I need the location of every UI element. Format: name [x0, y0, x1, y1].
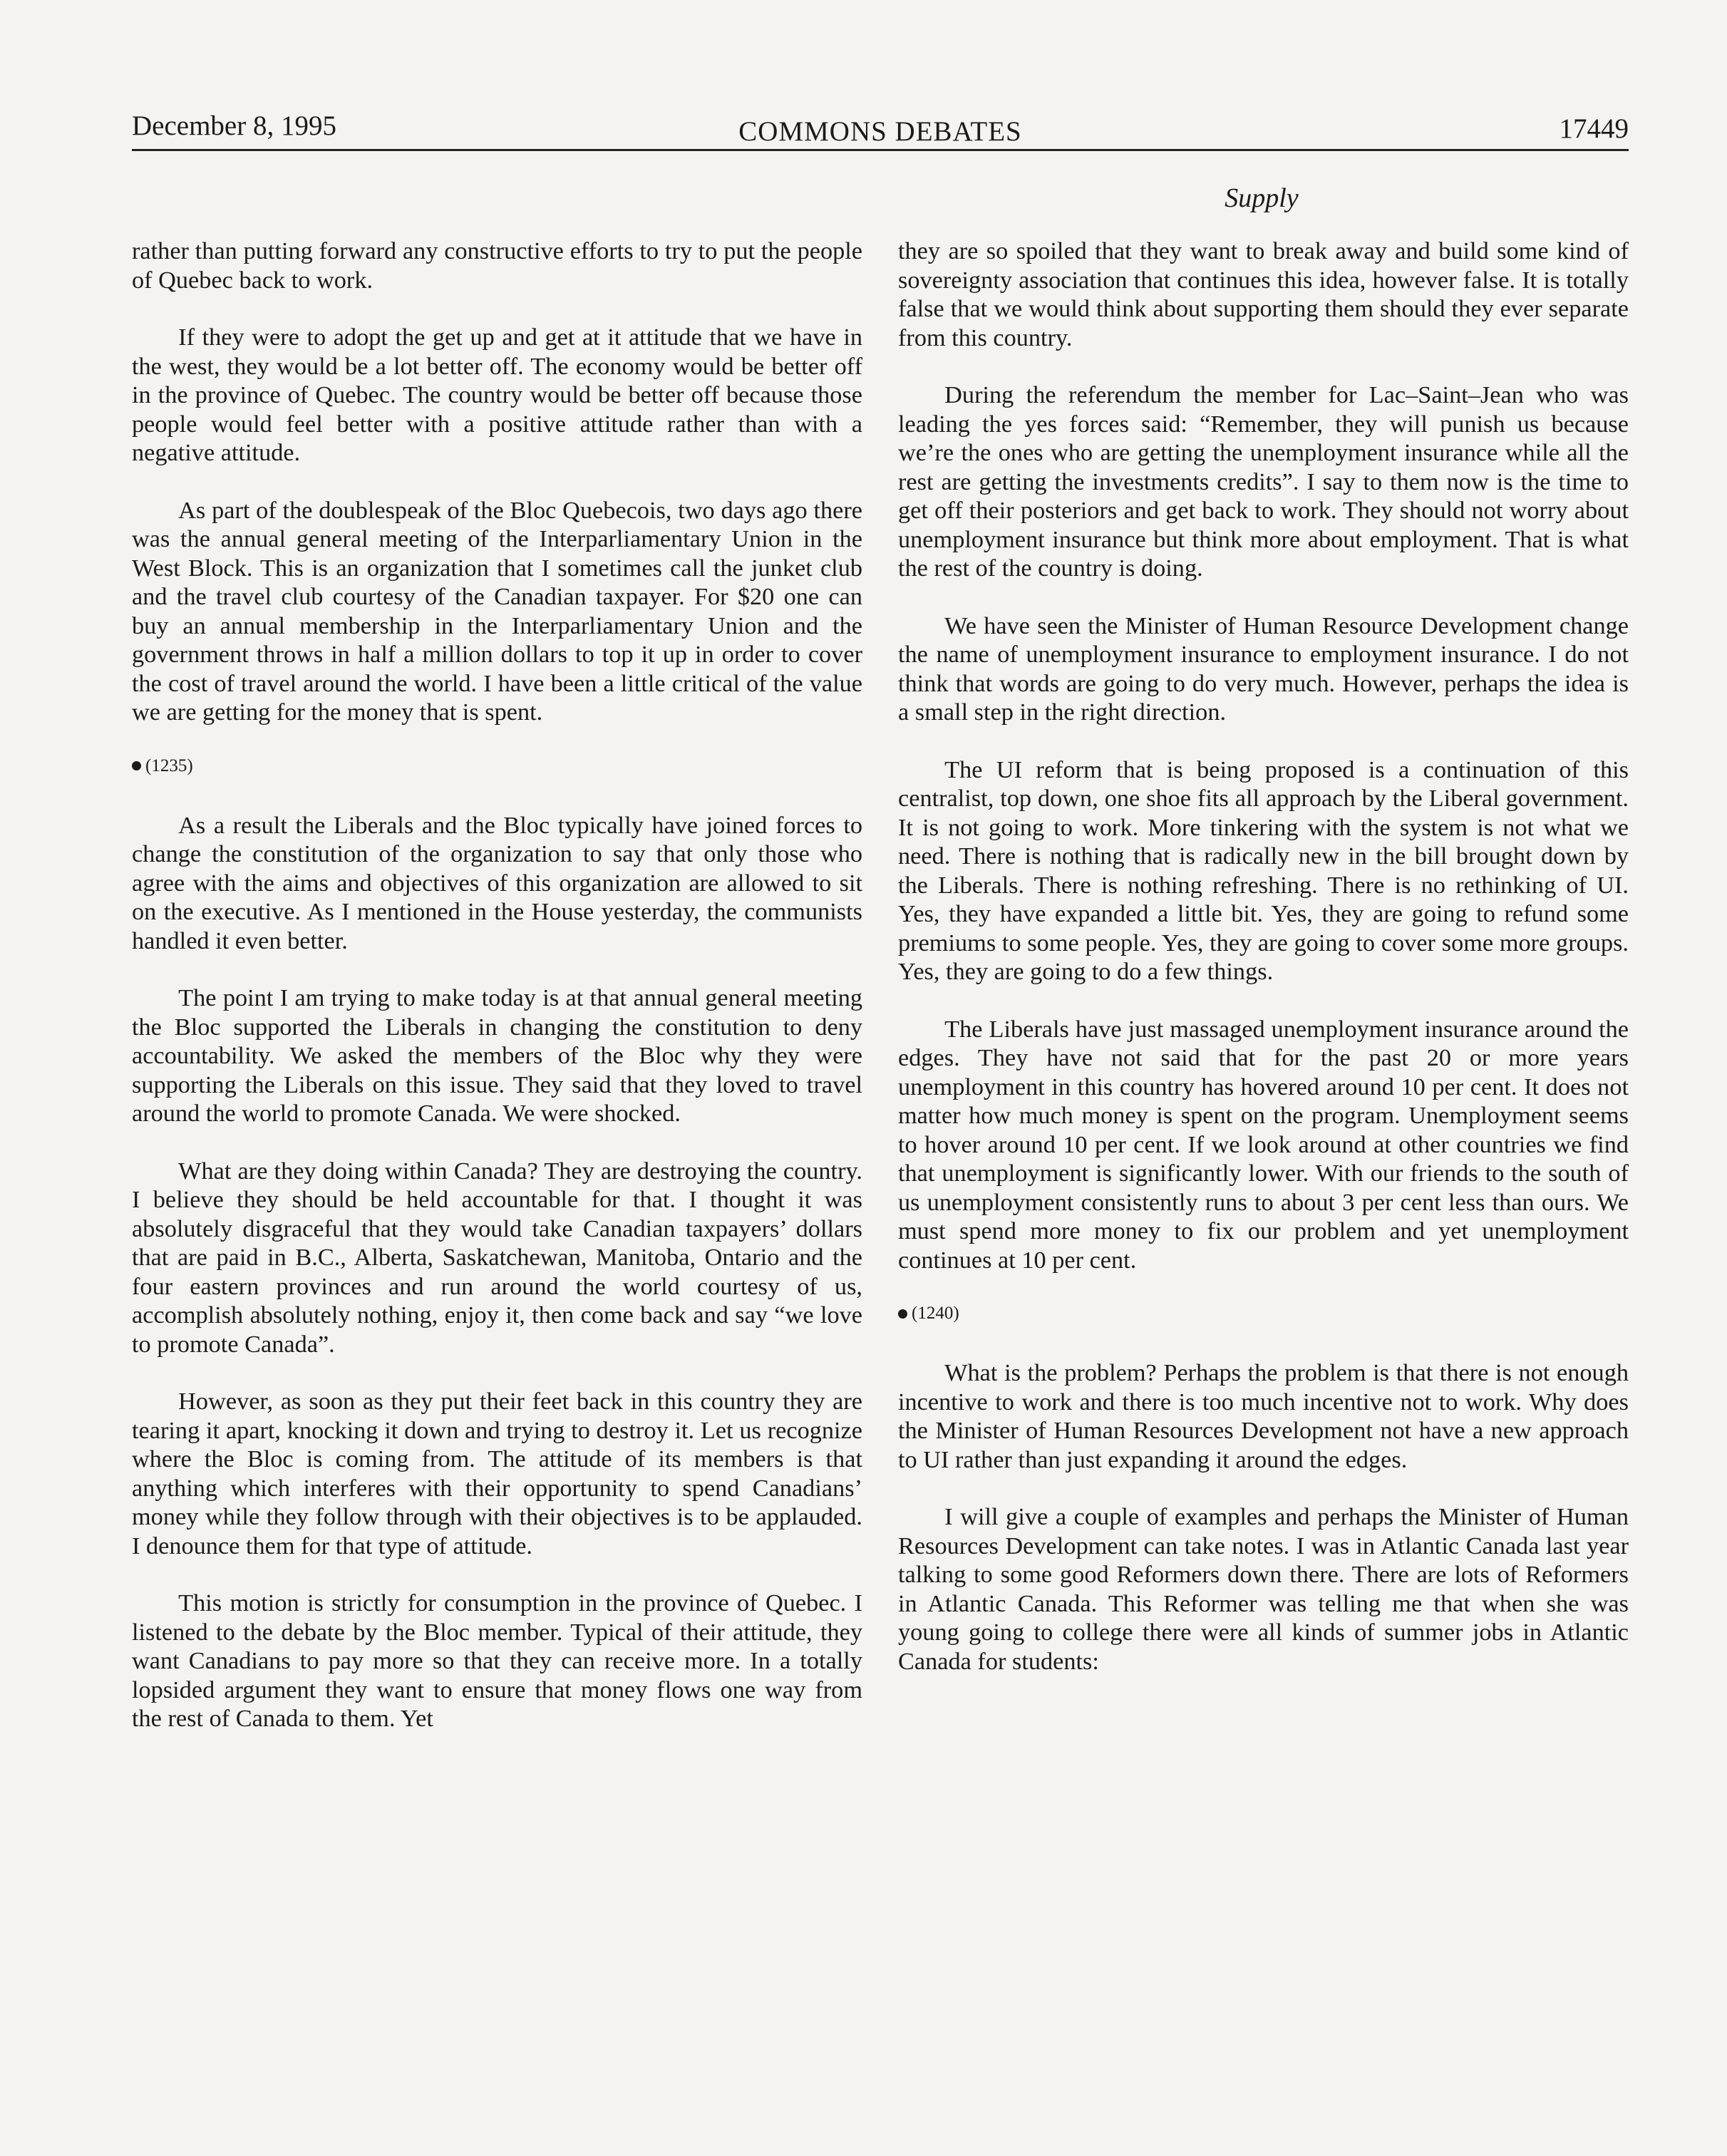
page-number: 17449 — [1559, 113, 1629, 144]
left-column — [132, 237, 862, 1762]
paragraph: As part of the doublespeak of the Bloc Quebecois, two days ago there was the annual general meeting of the Interparliamentary Union in the West Block. This is an organization that I sometimes call the junket club and the travel club courtesy of the Canadian taxpayer. For $20 one can buy an annual membership in the Interparliamentary Union and the government throws in half a million dollars to top it up in order to cover the cost of travel around the world. I have been a little critical of the value we are getting for the money that is spent. — [132, 496, 862, 726]
paragraph: During the referendum the member for Lac–Saint–Jean who was leading the yes forces said: “Remember, they will punish us because we’re the ones who are getting the unemployment insurance while all the rest are getting the investments credits”. I say to them now is the time to get off their posteriors and get back to work. They should not worry about unemployment insurance but think more about employment. That is what the rest of the country is doing. — [898, 381, 1629, 582]
right-column — [898, 237, 1629, 1704]
time-marker-label: (1240) — [912, 1304, 959, 1323]
paragraph: they are so spoiled that they want to break away and build some kind of sovereignty association that continues this idea, however false. It is totally false that we would think about supporting them should they ever separate from this country. — [898, 237, 1629, 351]
paragraph: The Liberals have just massaged unemployment insurance around the edges. They have not said that for the past 20 or more years unemployment in this country has hovered around 10 per cent. It does not matter how much money is spent on the program. Unemployment seems to hover around 10 per cent. If we look around at other countries we find that unemployment is significantly lower. With our friends to the south of us unemployment consistently runs to about 3 per cent less than ours. We must spend more money to fix our problem and yet unemployment continues at 10 per cent. — [898, 1015, 1629, 1274]
time-marker-label: (1235) — [145, 755, 193, 775]
paragraph: This motion is strictly for consumption in the province of Quebec. I listened to the debate by the Bloc member. Typical of their attitude, they want Canadians to pay more so that they can receive more. In a totally lopsided argument they want to ensure that money flows one way from the rest of Canada to them. Yet — [132, 1589, 862, 1732]
bullet-icon — [132, 761, 141, 770]
paragraph: What are they doing within Canada? They are destroying the country. I believe they should be held accountable for that. I thought it was absolutely disgraceful that they would take Canadian taxpayers’ dollars that are paid in B.C., Alberta, Saskatchewan, Manitoba, Ontario and the four eastern provinces and run around the world courtesy of us, accomplish absolutely nothing, enjoy it, then come back and say “we love to promote Canada”. — [132, 1157, 862, 1358]
paragraph: As a result the Liberals and the Bloc typically have joined forces to change the constitution of the organization to say that only those who agree with the aims and objectives of this organization are allowed to sit on the executive. As I mentioned in the House yesterday, the communists handled it even better. — [132, 811, 862, 954]
page-header — [132, 105, 1629, 151]
paragraph: We have seen the Minister of Human Resource Development change the name of unemployment insurance to employment insurance. I do not think that words are going to do very much. However, perhaps the idea is a small step in the right direction. — [898, 612, 1629, 726]
paragraph: The UI reform that is being proposed is a continuation of this centralist, top down, one shoe fits all approach by the Liberal government. It is not going to work. More tinkering with the system is not what we need. There is nothing that is radically new in the bill brought down by the Liberals. There is nothing refreshing. There is no rethinking of UI. Yes, they have expanded a little bit. Yes, they are going to refund some premiums to some people. Yes, they are going to cover some more groups. Yes, they are going to do a few things. — [898, 755, 1629, 985]
header-date: December 8, 1995 — [132, 110, 336, 141]
section-title: Supply — [1225, 183, 1299, 213]
time-marker — [132, 755, 862, 777]
paragraph: What is the problem? Perhaps the problem is that there is not enough incentive to work and there is too much incentive not to work. Why does the Minister of Human Resources Development not have a new approach to UI rather than just expanding it around the edges. — [898, 1359, 1629, 1473]
publication-title: COMMONS DEBATES — [738, 116, 1022, 147]
bullet-icon — [898, 1309, 907, 1319]
header-rule — [132, 149, 1629, 151]
paragraph: If they were to adopt the get up and get at it attitude that we have in the west, they would be a lot better off. The economy would be better off in the province of Quebec. The country would be better off because those people would feel better with a positive attitude rather than with a negative attitude. — [132, 324, 862, 466]
paragraph: The point I am trying to make today is at that annual general meeting the Bloc supported the Liberals in changing the constitution to deny accountability. We asked the members of the Bloc why they were supporting the Liberals on this issue. They said that they loved to travel around the world to promote Canada. We were shocked. — [132, 984, 862, 1127]
time-marker — [898, 1303, 1629, 1324]
paragraph: However, as soon as they put their feet back in this country they are tearing it apart, knocking it down and trying to destroy it. Let us recognize where the Bloc is coming from. The attitude of its members is that anything which interferes with their opportunity to spend Canadians’ money while they follow through with their objectives is to be applauded. I denounce them for that type of attitude. — [132, 1388, 862, 1559]
paragraph: rather than putting forward any constructive efforts to try to put the people of Quebec back to work. — [132, 237, 862, 294]
paragraph: I will give a couple of examples and perhaps the Minister of Human Resources Development can take notes. I was in Atlantic Canada last year talking to some good Reformers down there. There are lots of Reformers in Atlantic Canada. This Reformer was telling me that when she was young going to college there were all kinds of summer jobs in Atlantic Canada for students: — [898, 1503, 1629, 1675]
